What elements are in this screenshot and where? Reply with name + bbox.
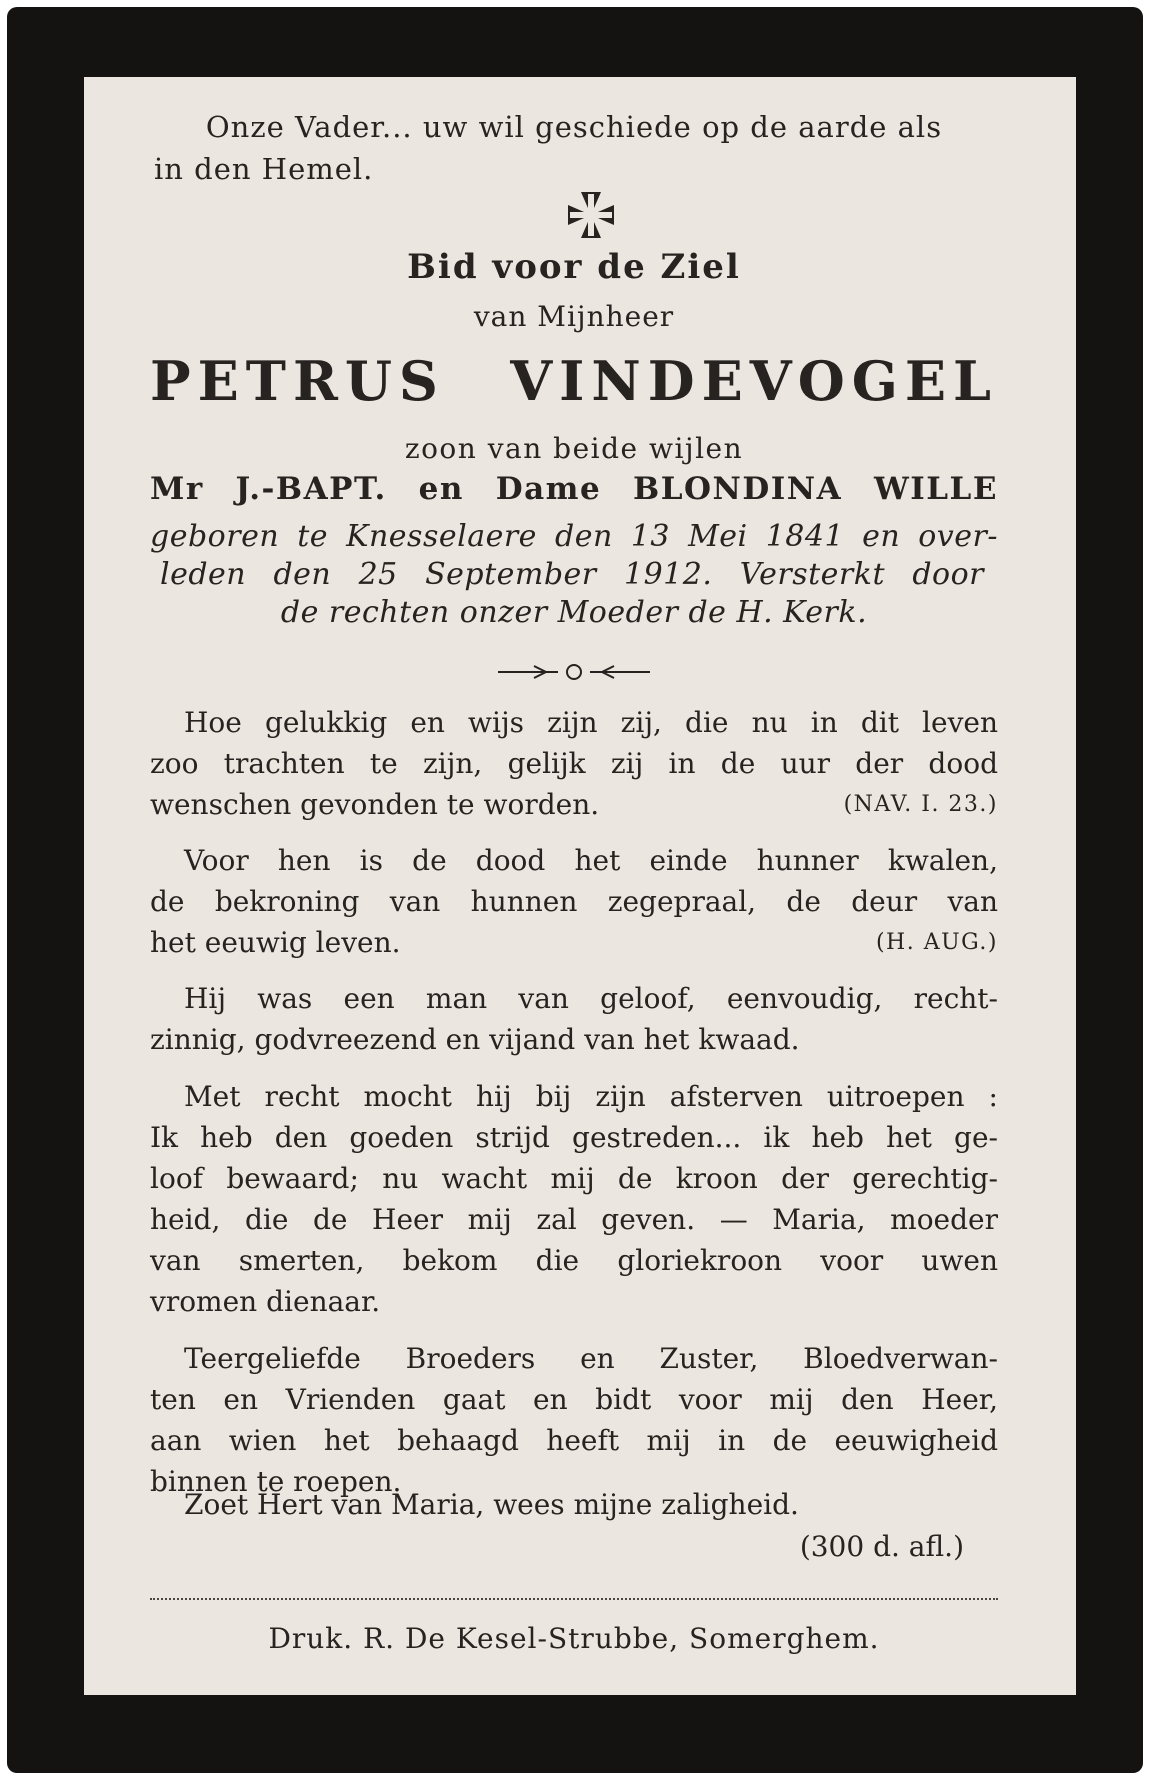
opening-prayer xyxy=(150,106,998,190)
van-line: van Mijnheer xyxy=(473,300,675,333)
paragraph-line: van smerten, bekom die gloriekroon voor uwen xyxy=(150,1244,998,1277)
birth-death-text xyxy=(150,518,998,632)
quote-line: de bekroning van hunnen zegepraal, de deur van xyxy=(150,885,998,918)
imitation-quote xyxy=(150,702,998,825)
quote-source: (H. AUG.) xyxy=(875,930,998,955)
quote-line: wenschen gevonden te worden. xyxy=(150,788,600,821)
paragraph-line: heid, die de Heer mij zal geven. — Maria, moeder xyxy=(150,1203,998,1236)
quote-line-with-source xyxy=(150,922,998,963)
paragraph-line: Met recht mocht hij bij zijn afsterven uitroepen : xyxy=(184,1080,998,1113)
augustine-quote xyxy=(150,840,998,963)
birth-death-line: de rechten onzer Moeder de H. Kerk. xyxy=(280,595,868,630)
son-line: zoon van beide wijlen xyxy=(404,432,744,465)
paragraph-line: binnen te roepen. xyxy=(150,1465,402,1498)
paragraph-line: aan wien het behaagd heeft mij in de eeuwigheid xyxy=(150,1424,998,1457)
invocation-block xyxy=(150,1484,998,1568)
printer-credit: Druk. R. De Kesel-Strubbe, Somerghem. xyxy=(268,1622,880,1655)
birth-death-line: leden den 25 September 1912. Versterkt door xyxy=(160,557,984,592)
paragraph-line: zinnig, godvreezend en vijand van het kwaad. xyxy=(150,1023,800,1056)
quote-line: Voor hen is de dood het einde hunner kwalen, xyxy=(184,844,998,877)
invocation-line: Zoet Hert van Maria, wees mijne zaligheid. xyxy=(184,1488,799,1521)
prayer-heading: Bid voor de Ziel xyxy=(407,247,741,287)
opening-line: Onze Vader... uw wil geschiede op de aarde als xyxy=(205,110,943,144)
dotted-divider xyxy=(150,1598,998,1600)
paragraph-line: loof bewaard; nu wacht mij de kroon der gerechtig- xyxy=(150,1162,998,1195)
birth-death-line: geboren te Knesselaere den 13 Mei 1841 en over- xyxy=(150,519,998,554)
paragraph-line: Ik heb den goeden strijd gestreden... ik heb het ge- xyxy=(150,1121,998,1154)
quote-line: zoo trachten te zijn, gelijk zij in de uur der dood xyxy=(150,747,998,780)
last-words-paragraph xyxy=(150,1076,998,1322)
paragraph-line: Hij was een man van geloof, eenvoudig, recht- xyxy=(184,982,998,1015)
opening-line: in den Hemel. xyxy=(154,152,374,186)
indulgence-note: (300 d. afl.) xyxy=(799,1530,964,1563)
deceased-name: PETRUS VINDEVOGEL xyxy=(150,349,998,413)
farewell-paragraph xyxy=(150,1338,998,1502)
quote-line: Hoe gelukkig en wijs zijn zij, die nu in dit leven xyxy=(184,706,998,739)
ornament-divider-icon xyxy=(494,660,654,684)
character-paragraph xyxy=(150,978,998,1060)
parents-line: Mr J.-BAPT. en Dame BLONDINA WILLE xyxy=(150,471,998,507)
quote-source: (NAV. I. 23.) xyxy=(843,792,998,817)
quote-line: het eeuwig leven. xyxy=(150,926,401,959)
paragraph-line: ten en Vrienden gaat en bidt voor mij den Heer, xyxy=(150,1383,998,1416)
cross-icon xyxy=(564,188,618,242)
quote-line-with-source xyxy=(150,784,998,825)
paragraph-line: vromen dienaar. xyxy=(150,1285,381,1318)
paragraph-line: Teergeliefde Broeders en Zuster, Bloedverwan- xyxy=(184,1342,998,1375)
